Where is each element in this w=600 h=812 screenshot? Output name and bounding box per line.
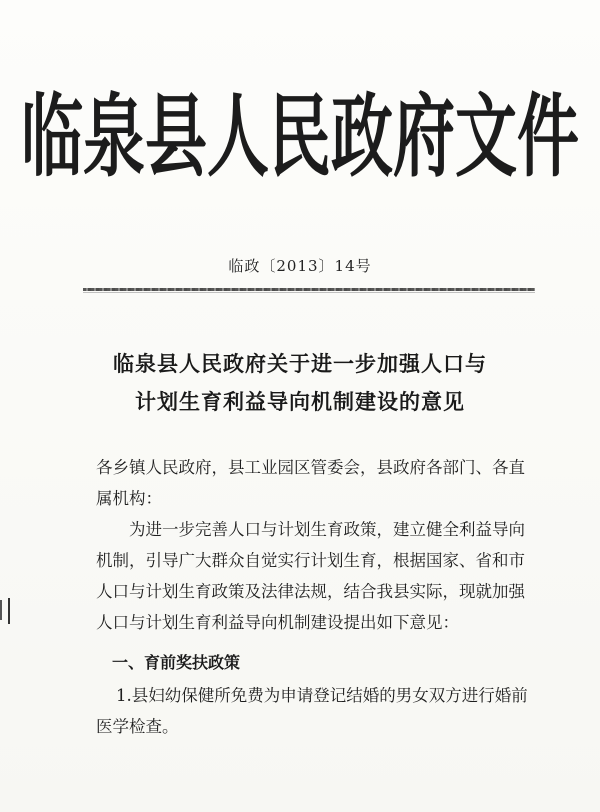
document-number: 临政〔2013〕14号 (228, 257, 372, 275)
header-separator-line (83, 288, 535, 291)
scan-margin-mark (8, 598, 10, 624)
addressee-paragraph: 各乡镇人民政府，县工业园区管委会，县政府各部门、各直属机构： (96, 458, 525, 508)
document-header-title: 临泉县人民政府文件 (20, 83, 579, 190)
section-heading-1: 一、育前奖扶政策 (112, 653, 241, 672)
header-separator-underline (83, 292, 535, 293)
scan-margin-mark-secondary (0, 600, 2, 620)
subject-line-2: 计划生育利益导向机制建设的意见 (135, 389, 465, 414)
document-subject (0, 345, 600, 421)
subject-line-1: 临泉县人民政府关于进一步加强人口与 (113, 351, 487, 376)
policy-item-1: 1.县妇幼保健所免费为申请登记结婚的男女双方进行婚前医学检查。 (96, 686, 528, 736)
intro-paragraph: 为进一步完善人口与计划生育政策，建立健全利益导向机制，引导广大群众自觉实行计划生育，根据国家、省和市人口与计划生育政策及法律法规，结合我县实际，现就加强人口与计划生育利益导向机制建设提出如下意见： (96, 520, 525, 632)
